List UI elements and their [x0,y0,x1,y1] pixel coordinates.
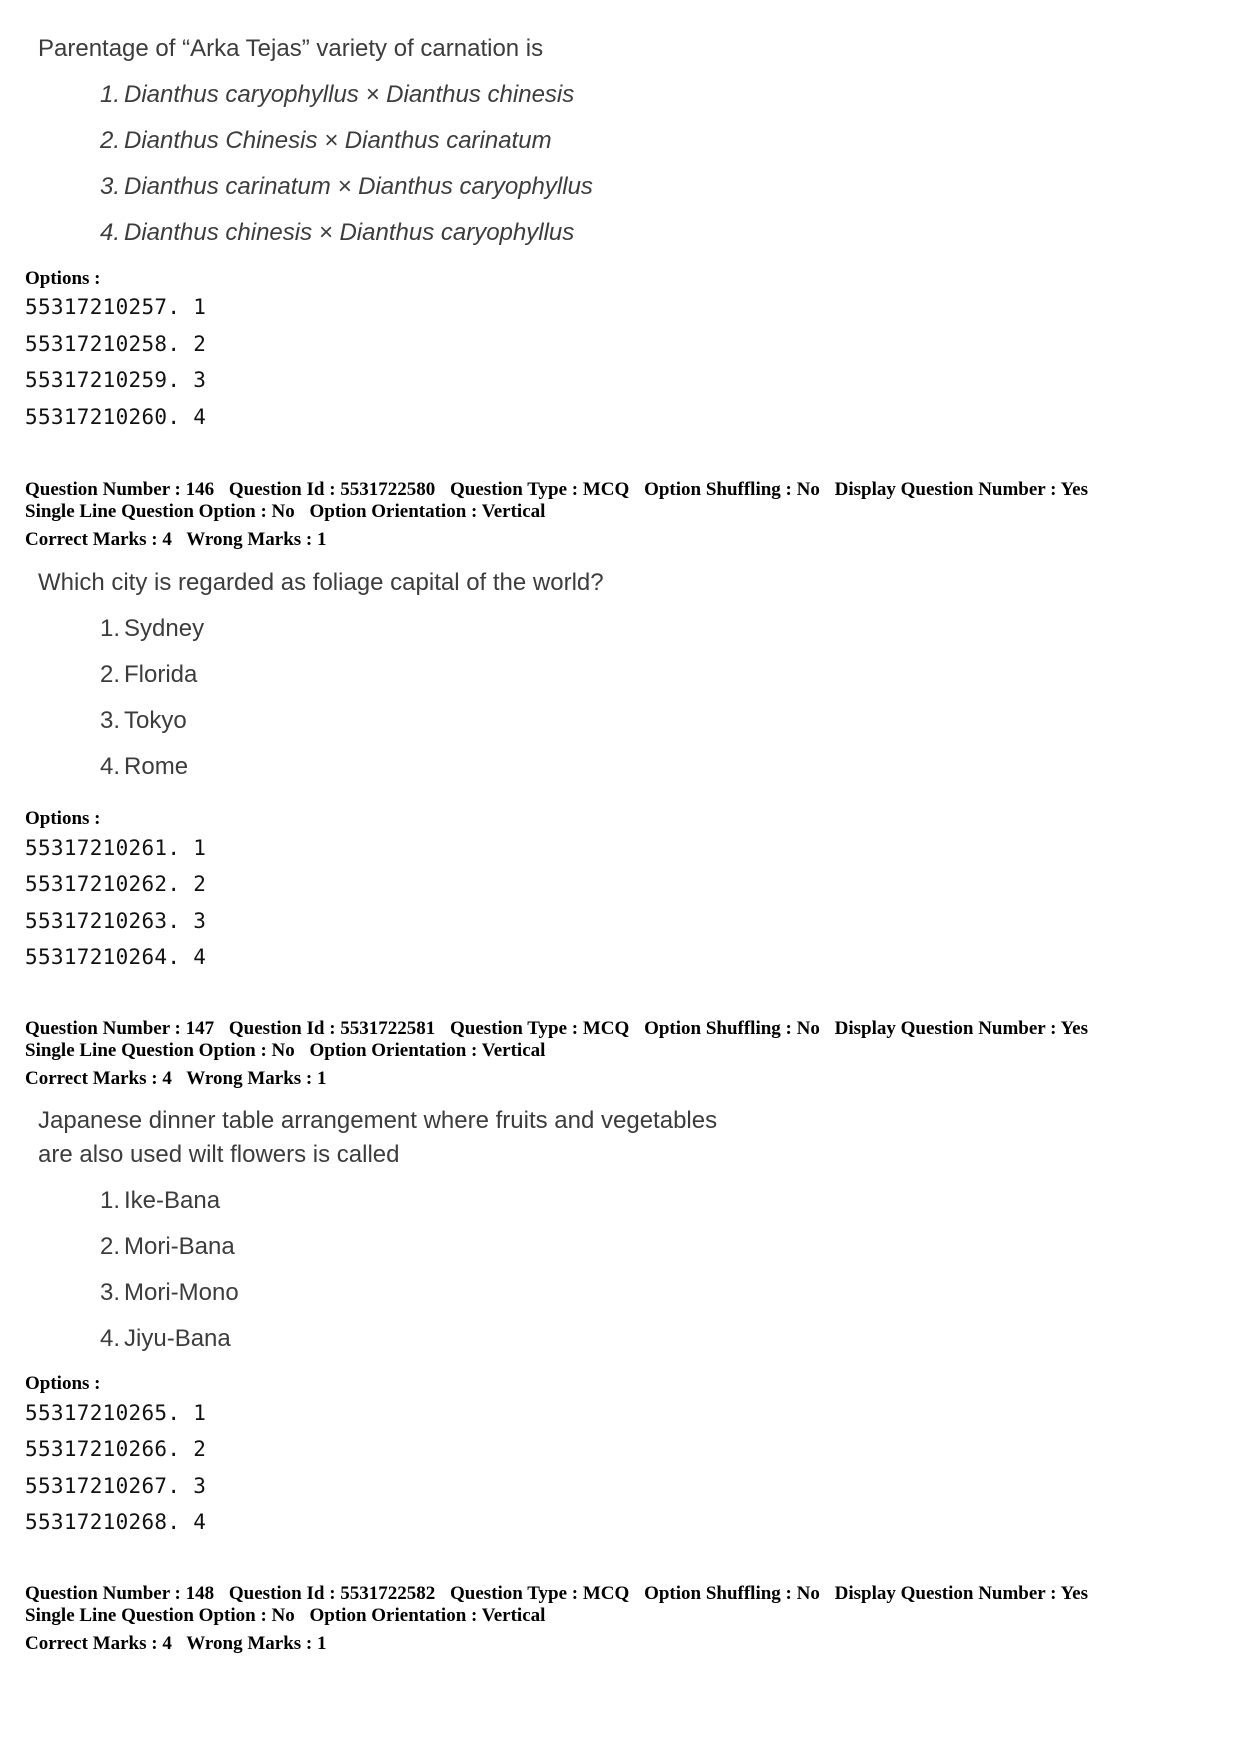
option-id: 55317210259. 3 [25,368,207,392]
question-text-line-2: are also used wilt flowers is called [38,1141,400,1168]
option-id: 55317210258. 2 [25,332,207,356]
choice-item: 2. Florida [100,661,198,688]
question-image-145 [38,32,593,256]
choice-list [100,606,604,790]
choice-item: 4. Dianthus chinesis × Dianthus caryophyllus [100,219,575,246]
question-meta-146 [25,479,1088,551]
choice-list [100,72,593,256]
question-meta-148 [25,1583,1088,1655]
options-label: Options : [25,1373,101,1394]
choice-item: 1. Sydney [100,615,205,642]
meta-line-1: Question Number : 148 Question Id : 5531722582 Question Type : MCQ Option Shuffling : No Display Question Number : Yes [25,1583,1088,1604]
meta-line-2: Single Line Question Option : No Option Orientation : Vertical [25,1605,546,1626]
question-image-147 [38,1104,717,1362]
meta-line-2: Single Line Question Option : No Option Orientation : Vertical [25,501,546,522]
options-label: Options : [25,268,101,289]
choice-item: 2. Dianthus Chinesis × Dianthus carinatum [100,127,552,154]
option-id: 55317210268. 4 [25,1510,207,1534]
choice-item: 2. Mori-Bana [100,1233,235,1260]
option-id: 55317210266. 2 [25,1437,207,1461]
question-meta-147 [25,1018,1088,1090]
question-text: Which city is regarded as foliage capital of the world? [38,569,604,596]
question-image-146 [38,566,604,790]
option-id: 55317210261. 1 [25,836,207,860]
choice-item: 4. Rome [100,753,189,780]
option-id: 55317210262. 2 [25,872,207,896]
choice-item: 3. Dianthus carinatum × Dianthus caryophyllus [100,173,593,200]
marks-line: Correct Marks : 4 Wrong Marks : 1 [25,1068,327,1089]
option-id: 55317210260. 4 [25,405,207,429]
choice-item: 3. Tokyo [100,707,187,734]
choice-item: 4. Jiyu-Bana [100,1325,231,1352]
choice-list [100,1178,717,1362]
question-text-line-1: Japanese dinner table arrangement where fruits and vegetables [38,1107,718,1134]
meta-line-1: Question Number : 147 Question Id : 5531722581 Question Type : MCQ Option Shuffling : No Display Question Number : Yes [25,1018,1088,1039]
option-id: 55317210267. 3 [25,1474,207,1498]
option-id: 55317210263. 3 [25,909,207,933]
option-id: 55317210264. 4 [25,945,207,969]
marks-line: Correct Marks : 4 Wrong Marks : 1 [25,1633,327,1654]
meta-line-1: Question Number : 146 Question Id : 5531722580 Question Type : MCQ Option Shuffling : No Display Question Number : Yes [25,479,1088,500]
option-id: 55317210265. 1 [25,1401,207,1425]
meta-line-2: Single Line Question Option : No Option Orientation : Vertical [25,1040,546,1061]
options-label: Options : [25,808,101,829]
choice-item: 1. Dianthus caryophyllus × Dianthus chinesis [100,81,575,108]
option-id: 55317210257. 1 [25,295,207,319]
marks-line: Correct Marks : 4 Wrong Marks : 1 [25,529,327,550]
choice-item: 3. Mori-Mono [100,1279,239,1306]
question-text: Parentage of “Arka Tejas” variety of carnation is [38,35,544,62]
choice-item: 1. Ike-Bana [100,1187,221,1214]
